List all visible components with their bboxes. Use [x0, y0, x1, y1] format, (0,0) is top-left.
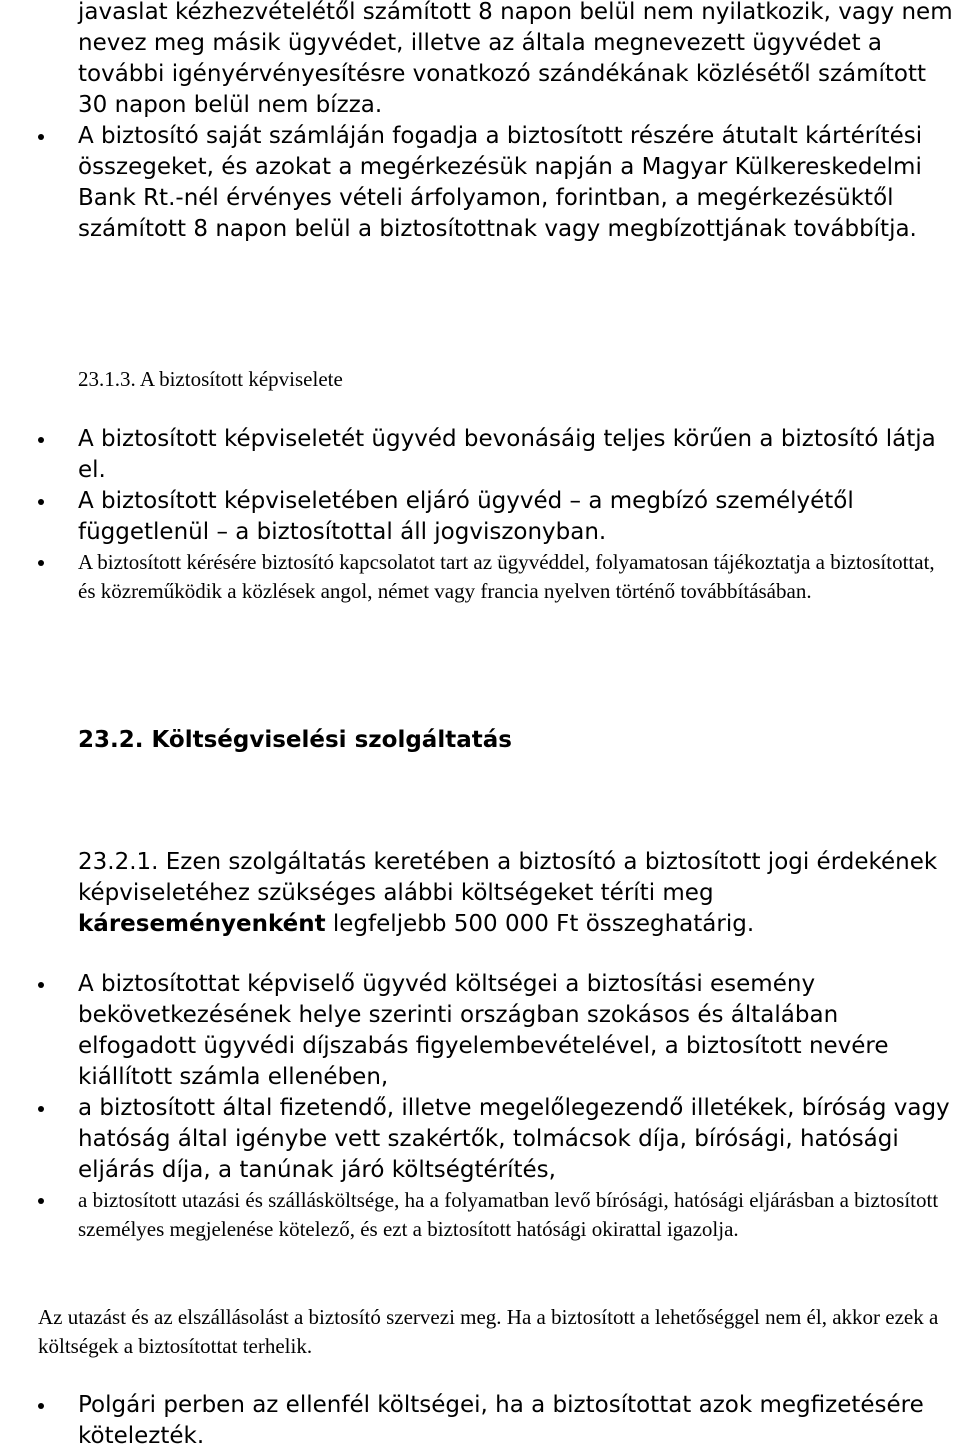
section-23-2-1-bullet-3: a biztosított utazási és szállásköltsége, ha a folyamatban levő bírósági, hatósági eljárásban a biztosított személyes megjelenése kötelező, és ezt a biztosított hatósági okirattal igazolja.: [78, 1186, 956, 1244]
section-23-2-1-text-before: 23.2.1. Ezen szolgáltatás keretében a biztosító a biztosított jogi érdekének képviseletéhez szükséges alábbi költségeket téríti meg: [78, 849, 938, 906]
section-23-2-1-paragraph: [78, 847, 960, 940]
section-23-2-heading: 23.2. Költségviselési szolgáltatás: [78, 727, 512, 753]
section-23-1-3-bullet-1: A biztosított képviseletét ügyvéd bevonásáig teljes körűen a biztosító látja el.: [78, 424, 956, 486]
section-23-2-1-bullet-1: A biztosítottat képviselő ügyvéd költségei a biztosítási esemény bekövetkezésének helye szerinti országban szokásos és általában elfogadott ügyvédi díjszabás figyelembevételével, a biztosított nevére kiállított számla ellenében,: [78, 969, 956, 1093]
section-23-2-1-bold-word: káreseményenként: [78, 911, 326, 937]
section-23-1-3-title: 23.1.3. A biztosított képviselete: [78, 367, 343, 391]
section-23-1-3-bullet-2: A biztosított képviseletében eljáró ügyvéd – a megbízó személyétől függetlenül – a biztosítottal áll jogviszonyban.: [78, 486, 956, 548]
intro-continuation-paragraph: javaslat kézhezvételétől számított 8 napon belül nem nyilatkozik, vagy nem nevez meg másik ügyvédet, illetve az általa megnevezett ügyvédet a további igényérvényesítésre vonatkozó szándékának közlésétől számított 30 napon belül nem bízza.: [78, 0, 953, 118]
final-bullet-paragraph: Polgári perben az ellenfél költségei, ha a biztosítottat azok megfizetésére kötelezték.: [78, 1390, 956, 1452]
bullet-transfer-paragraph: A biztosító saját számláján fogadja a biztosított részére átutalt kártérítési összegeket, és azokat a megérkezésük napján a Magyar Külkereskedelmi Bank Rt.-nél érvényes vételi árfolyamon, forintban, a megérkezésüktől számított 8 napon belül a biztosítottnak vagy megbízottjának továbbítja.: [78, 121, 956, 245]
section-23-2-1-bullet-2: a biztosított által fizetendő, illetve megelőlegezendő illetékek, bíróság vagy hatóság által igénybe vett szakértők, tolmácsok díja, bírósági, hatósági eljárás díja, a tanúnak járó költségtérítés,: [78, 1093, 956, 1186]
travel-note-paragraph: Az utazást és az elszállásolást a biztosító szervezi meg. Ha a biztosított a lehetőséggel nem él, akkor ezek a költségek a biztosítottat terhelik.: [38, 1305, 939, 1358]
section-23-2-1-text-after: legfeljebb 500 000 Ft összeghatárig.: [332, 911, 755, 937]
section-23-1-3-bullet-3: A biztosított kérésére biztosító kapcsolatot tart az ügyvéddel, folyamatosan tájékoztatja a biztosítottat, és közreműködik a közlések angol, német vagy francia nyelven történő továbbításában.: [78, 548, 956, 606]
